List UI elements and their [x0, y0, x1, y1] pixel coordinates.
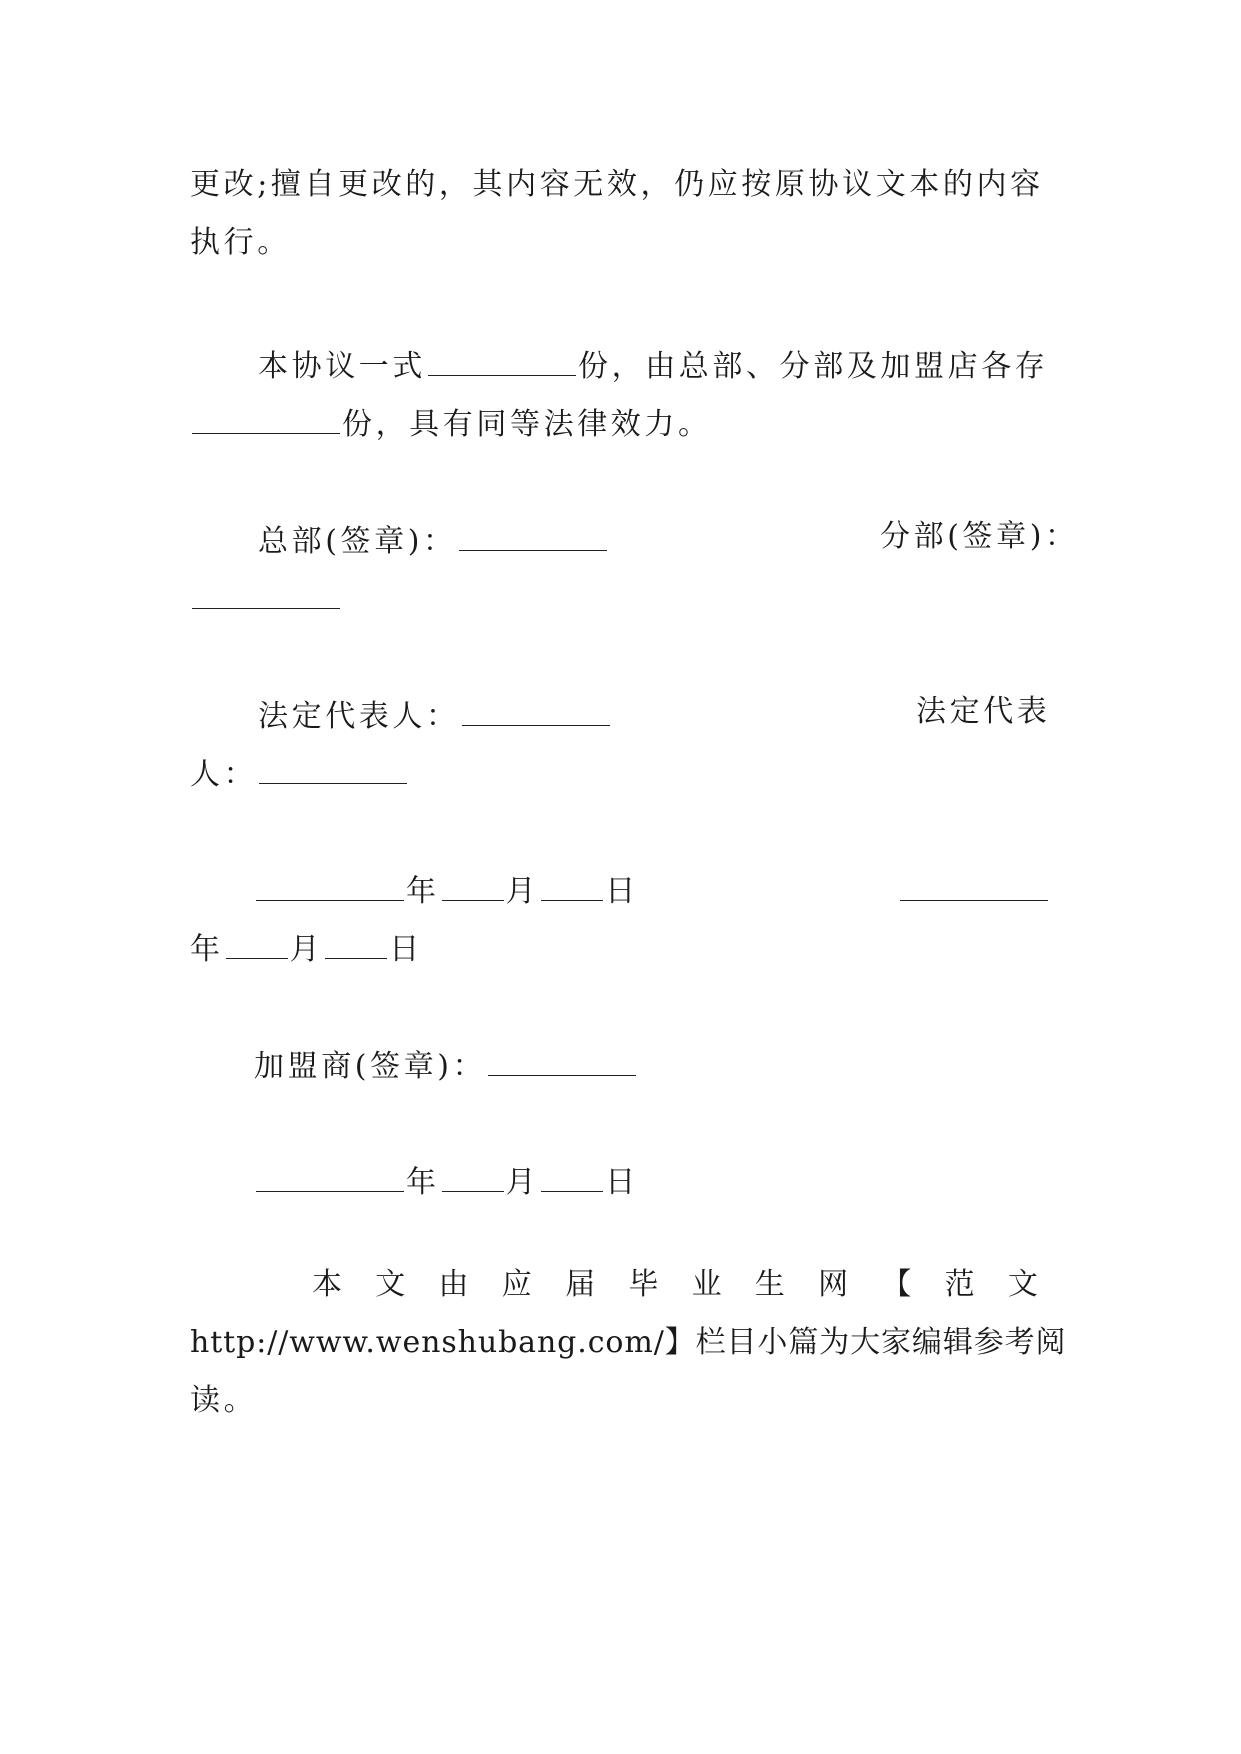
- branch-sign-line: [190, 580, 342, 615]
- footer-char: 范: [944, 1267, 975, 1302]
- footer-char: 文: [1007, 1267, 1038, 1302]
- para1-line2: 执行。: [190, 225, 291, 260]
- footer-char: 届: [565, 1267, 596, 1302]
- branch-date-line: [190, 930, 423, 965]
- hq-sign-line: [258, 522, 609, 557]
- branch-legal-rep-label-part1: 法定代表: [916, 694, 1051, 729]
- copies-blank: [428, 347, 576, 376]
- branch-date-month-blank: [226, 930, 288, 959]
- hq-sign-label: 总部(签章)：: [258, 524, 457, 559]
- franchisee-sign-label: 加盟商(签章)：: [254, 1049, 487, 1084]
- para2-text-c: 份，具有同等法律效力。: [342, 407, 712, 442]
- footer-line3: 读。: [190, 1383, 258, 1418]
- franchisee-date-day: 日: [605, 1165, 639, 1200]
- copies-each-blank: [192, 405, 340, 434]
- hq-legal-rep-line: [258, 697, 612, 732]
- para2-text-a: 本协议一式: [258, 349, 426, 384]
- hq-date-year: 年: [406, 874, 440, 909]
- branch-date-day-blank: [325, 930, 387, 959]
- hq-date-day: 日: [605, 874, 639, 909]
- para2-line1: [258, 347, 1048, 382]
- hq-date-year-blank: [256, 872, 404, 901]
- branch-legal-rep-label-part2: 人：: [190, 757, 258, 792]
- franchisee-date-year-blank: [256, 1163, 404, 1192]
- franchisee-sign-blank: [488, 1047, 636, 1076]
- footer-char: 生: [754, 1267, 785, 1302]
- branch-date-year-blank: [900, 872, 1048, 901]
- hq-date-line: [254, 872, 639, 907]
- hq-legal-rep-blank: [462, 697, 610, 726]
- footer-char: 由: [438, 1267, 469, 1302]
- branch-sign-blank: [192, 580, 340, 609]
- franchisee-date-year: 年: [406, 1165, 440, 1200]
- branch-date-day: 日: [389, 932, 423, 967]
- footer-char: 网: [818, 1267, 849, 1302]
- footer-char: 文: [375, 1267, 406, 1302]
- franchisee-date-day-blank: [541, 1163, 603, 1192]
- footer-line2: http://www.wenshubang.com/】栏目小篇为大家编辑参考阅: [190, 1325, 1067, 1360]
- branch-date-month: 月: [289, 932, 324, 967]
- para2-text-b: 份，由总部、分部及加盟店各存: [578, 349, 1049, 384]
- hq-legal-rep-label: 法定代表人：: [258, 699, 460, 734]
- hq-date-day-blank: [541, 872, 603, 901]
- branch-date-year-line: [898, 872, 1050, 907]
- footer-char: 【: [881, 1267, 912, 1302]
- branch-sign-label: 分部(签章)：: [880, 519, 1079, 554]
- franchisee-date-line: [254, 1163, 639, 1198]
- footer-char: 业: [691, 1267, 722, 1302]
- footer-char: 毕: [628, 1267, 659, 1302]
- footer-char: 本: [312, 1267, 342, 1302]
- footer-char: 应: [501, 1267, 532, 1302]
- franchisee-date-month-blank: [442, 1163, 504, 1192]
- hq-date-month-blank: [442, 872, 504, 901]
- franchisee-date-month: 月: [505, 1165, 540, 1200]
- hq-sign-blank: [459, 522, 607, 551]
- para1-line1: 更改;擅自更改的，其内容无效，仍应按原协议文本的内容: [190, 167, 1044, 202]
- branch-legal-rep-blank: [259, 755, 407, 784]
- hq-date-month: 月: [505, 874, 540, 909]
- branch-legal-rep-line: [190, 755, 409, 790]
- footer-line1: [312, 1267, 1038, 1302]
- para2-line2: [190, 405, 712, 440]
- branch-date-year: 年: [190, 932, 224, 967]
- franchisee-sign-line: [254, 1047, 638, 1082]
